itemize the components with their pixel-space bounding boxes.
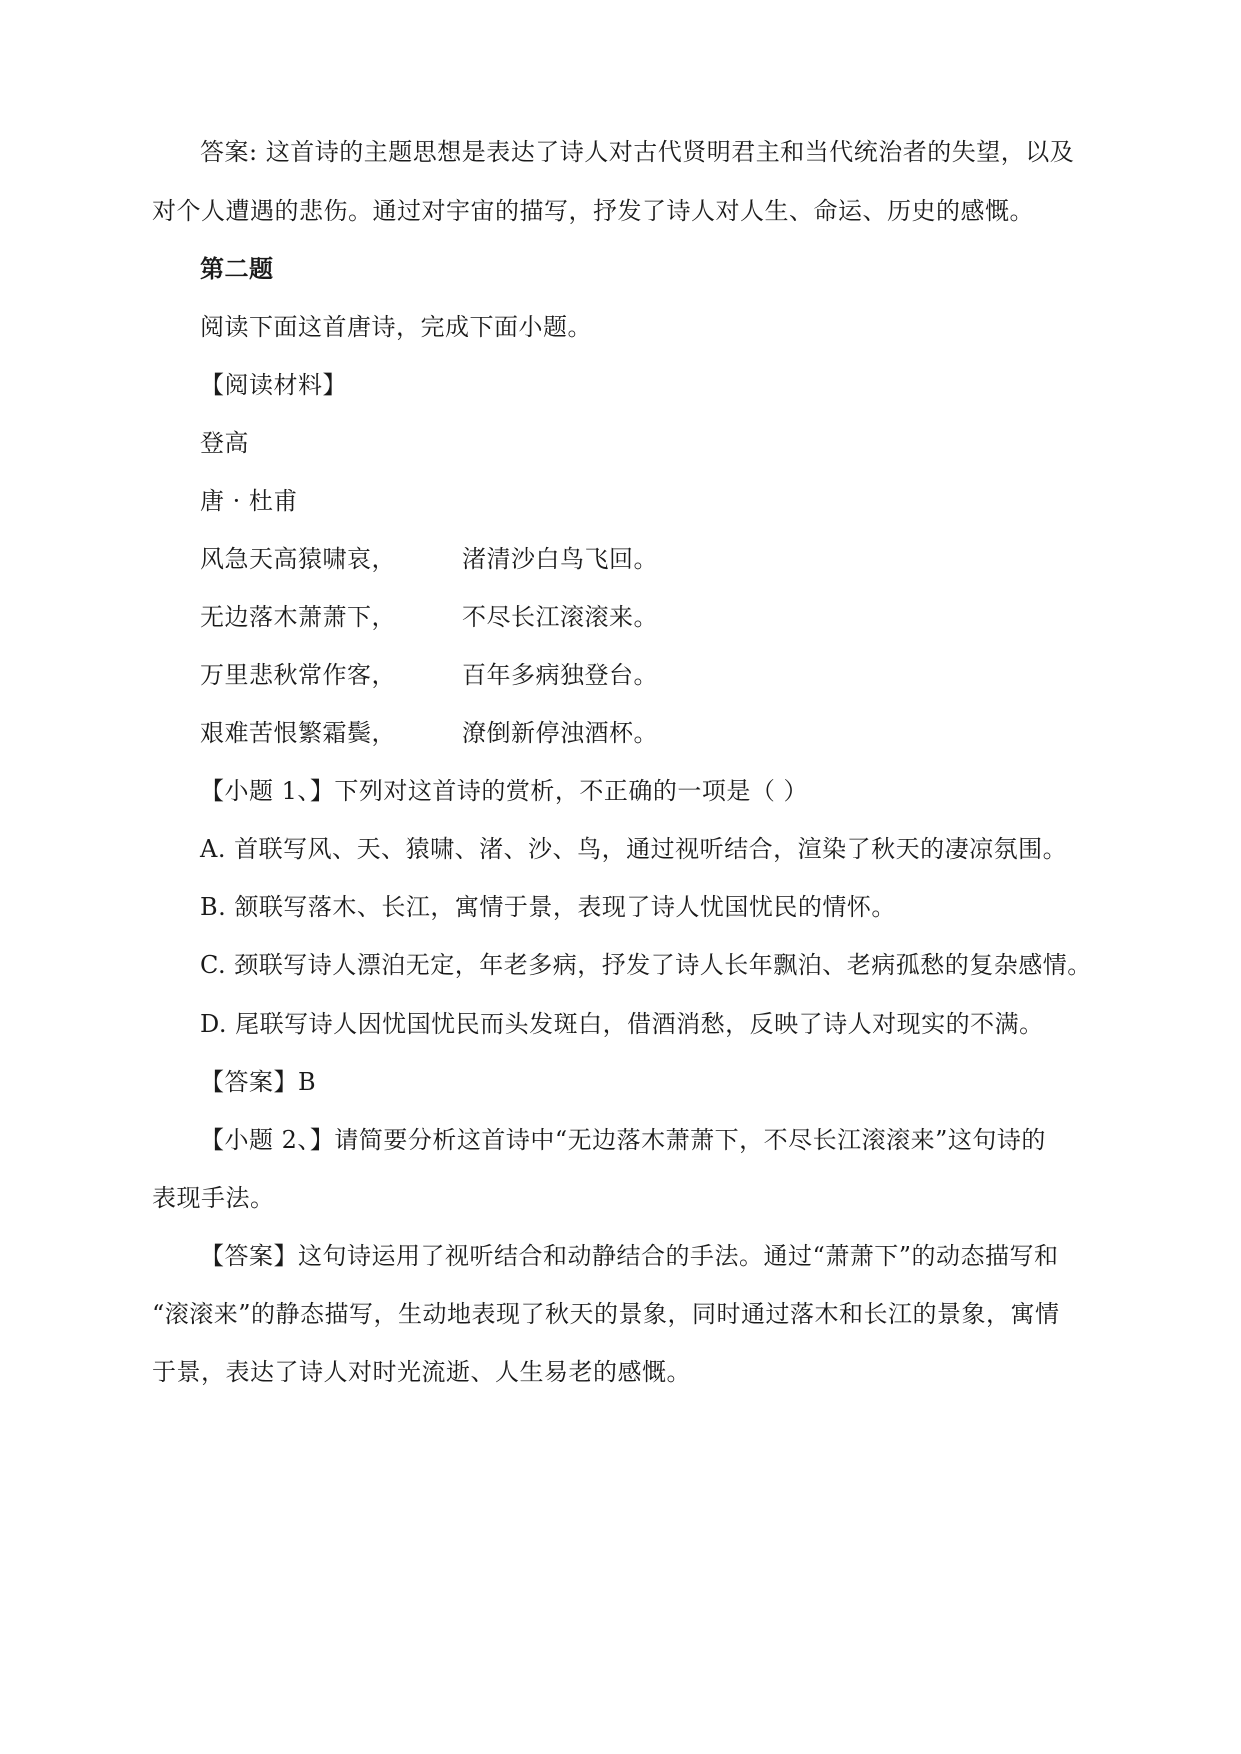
section-heading: 第二题 <box>200 254 274 283</box>
question2-answer-line2: “滚滚来”的静态描写，生动地表现了秋天的景象，同时通过落木和长江的景象，寓情 <box>152 1300 1060 1328</box>
question2-stem-line2: 表现手法。 <box>152 1184 275 1212</box>
answer1-line1: 答案: 这首诗的主题思想是表达了诗人对古代贤明君主和当代统治者的失望，以及 <box>200 138 1075 166</box>
poem-line-left: 风急天高猿啸哀， <box>200 545 396 573</box>
question1-option-a: A. 首联写风、天、猿啸、渚、沙、鸟，通过视听结合，渲染了秋天的凄凉氛围。 <box>200 835 1068 863</box>
section-instruction: 阅读下面这首唐诗，完成下面小题。 <box>200 313 592 341</box>
poem-author: 唐 · 杜甫 <box>200 487 298 515</box>
poem-title: 登高 <box>200 429 249 457</box>
question1-option-c: C. 颈联写诗人漂泊无定，年老多病，抒发了诗人长年飘泊、老病孤愁的复杂感情。 <box>200 951 1092 979</box>
poem-line-left: 万里悲秋常作客， <box>200 661 396 689</box>
question1-option-d: D. 尾联写诗人因忧国忧民而头发斑白，借酒消愁，反映了诗人对现实的不满。 <box>200 1010 1044 1038</box>
question1-answer: 【答案】B <box>200 1068 317 1096</box>
question1-option-b: B. 颔联写落木、长江，寓情于景，表现了诗人忧国忧民的情怀。 <box>200 893 896 921</box>
poem-line-right: 渚清沙白鸟飞回。 <box>462 545 658 573</box>
poem-line-right: 百年多病独登台。 <box>462 661 658 689</box>
material-label: 【阅读材料】 <box>200 371 347 399</box>
poem-line-right: 潦倒新停浊酒杯。 <box>462 719 658 747</box>
answer1-line2: 对个人遭遇的悲伤。通过对宇宙的描写，抒发了诗人对人生、命运、历史的感慨。 <box>152 197 1034 225</box>
poem-line-right: 不尽长江滚滚来。 <box>462 603 658 631</box>
question1-stem: 【小题 1、】下列对这首诗的赏析，不正确的一项是（ ） <box>200 777 809 805</box>
question2-stem-line1: 【小题 2、】请简要分析这首诗中“无边落木萧萧下，不尽长江滚滚来”这句诗的 <box>200 1126 1046 1154</box>
poem-line-left: 无边落木萧萧下， <box>200 603 396 631</box>
poem-line-left: 艰难苦恨繁霜鬓， <box>200 719 396 747</box>
question2-answer-line1: 【答案】这句诗运用了视听结合和动静结合的手法。通过“萧萧下”的动态描写和 <box>200 1242 1059 1270</box>
question2-answer-line3: 于景，表达了诗人对时光流逝、人生易老的感慨。 <box>152 1358 691 1386</box>
